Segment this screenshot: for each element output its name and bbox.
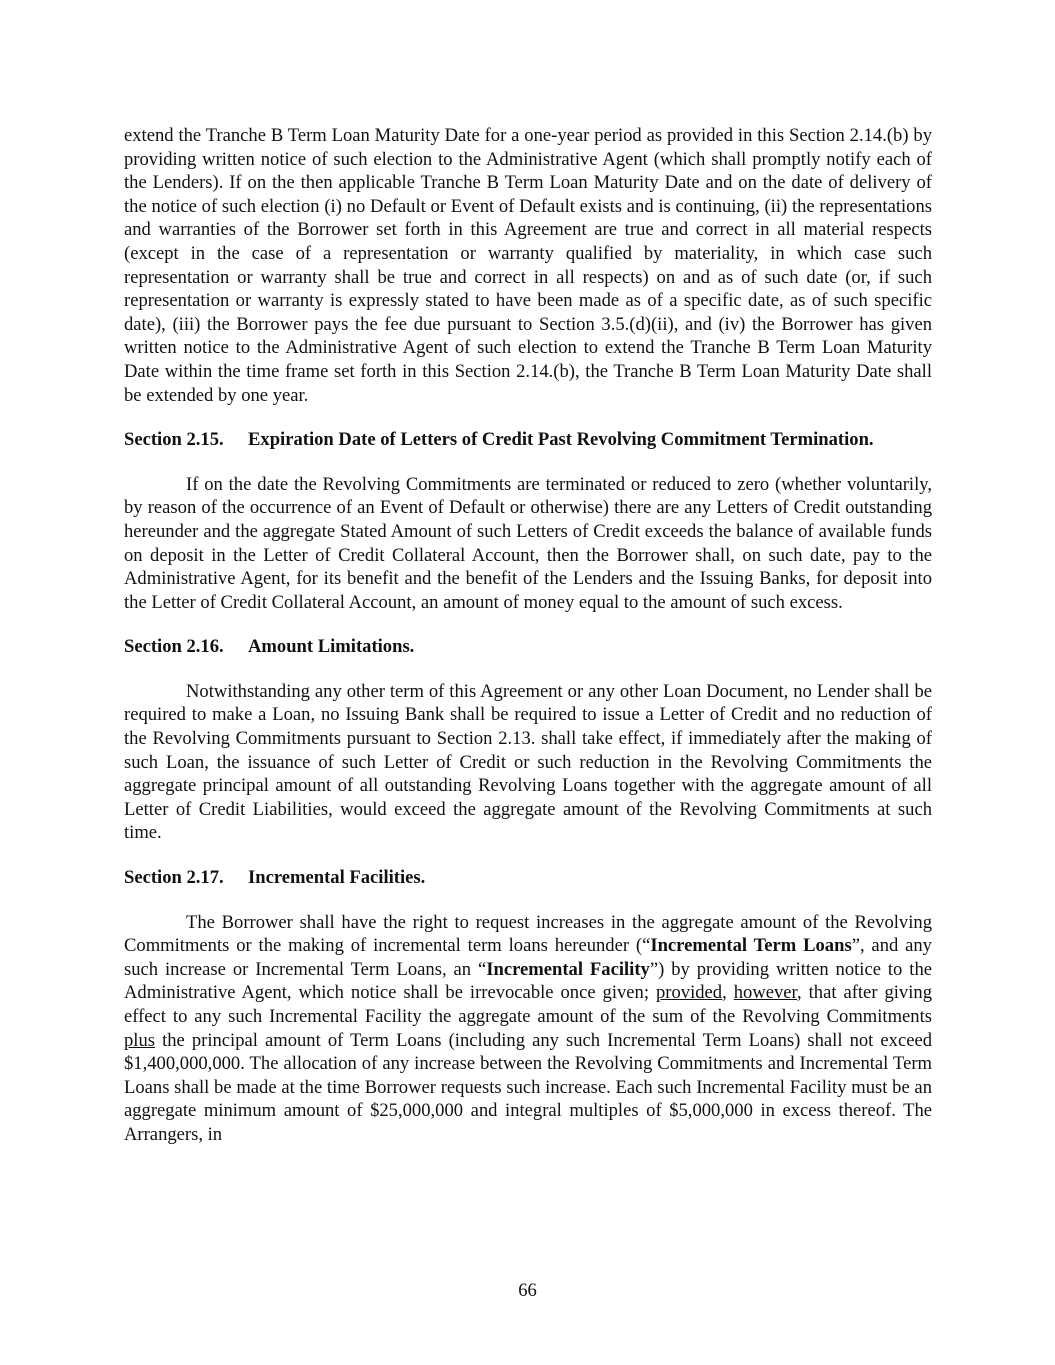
- section-2-17-body: [124, 911, 932, 1147]
- section-2-15-heading: [124, 428, 932, 452]
- defined-term: Incremental Term Loans: [650, 935, 852, 957]
- section-2-17-heading: [124, 866, 932, 890]
- section-number: Section 2.15.: [124, 429, 224, 451]
- defined-term: Incremental Facility: [486, 958, 650, 980]
- section-title: Expiration Date of Letters of Credit Past Revolving Commitment Termination.: [248, 429, 874, 451]
- body-text: ,: [722, 982, 734, 1004]
- underlined-term: however: [733, 982, 797, 1004]
- body-text: ”) by providing written notice to the Administrative Agent, which notice shall be irrevocable once given;: [124, 958, 932, 1004]
- continuation-paragraph: extend the Tranche B Term Loan Maturity Date for a one-year period as provided in this Section 2.14.(b) by providing written notice of such election to the Administrative Agent (which shall promptly notify each of the Lenders). If on the then applicable Tranche B Term Loan Maturity Date and on the date of delivery of the notice of such election (i) no Default or Event of Default exists and is continuing, (ii) the representations and warranties of the Borrower set forth in this Agreement are true and correct in all material respects (except in the case of a representation or warranty qualified by materiality, in which case such representation or warranty shall be true and correct in all respects) on and as of such date (or, if such representation or warranty is expressly stated to have been made as of a specific date, as of such specific date), (iii) the Borrower pays the fee due pursuant to Section 3.5.(d)(ii), and (iv) the Borrower has given written notice to the Administrative Agent of such election to extend the Tranche B Term Loan Maturity Date within the time frame set forth in this Section 2.14.(b), the Tranche B Term Loan Maturity Date shall be extended by one year.: [124, 125, 932, 406]
- section-number: Section 2.17.: [124, 867, 224, 889]
- section-2-16-body: Notwithstanding any other term of this Agreement or any other Loan Document, no Lender shall be required to make a Loan, no Issuing Bank shall be required to issue a Letter of Credit and no reduction of the Revolving Commitments pursuant to Section 2.13. shall take effect, if immediately after the making of such Loan, the issuance of such Letter of Credit or such reduction in the Revolving Commitments the aggregate principal amount of all outstanding Revolving Loans together with the aggregate amount of all Letter of Credit Liabilities, would exceed the aggregate amount of the Revolving Commitments at such time.: [124, 680, 932, 844]
- body-text: the principal amount of Term Loans (including any such Incremental Term Loans) shall not exceed $1,400,000,000. The allocation of any increase between the Revolving Commitments and Incremental Term Loans shall be made at the time Borrower requests such increase. Each such Incremental Facility must be an aggregate minimum amount of $25,000,000 and integral multiples of $5,000,000 in excess thereof. The Arrangers, in: [124, 1029, 932, 1145]
- underlined-term: plus: [124, 1029, 155, 1051]
- body-text: ”, and any such increase or Incremental Term Loans, an “: [124, 935, 932, 980]
- body-text: , that after giving effect to any such Incremental Facility the aggregate amount of the sum of the Revolving Commitments: [124, 982, 932, 1027]
- section-title: Amount Limitations.: [248, 636, 415, 658]
- page-number: 66: [518, 1280, 537, 1301]
- section-number: Section 2.16.: [124, 636, 224, 658]
- body-text: The Borrower shall have the right to request increases in the aggregate amount of the Revolving Commitments or the making of incremental term loans hereunder (“: [124, 911, 932, 957]
- underlined-term: provided: [656, 982, 723, 1004]
- section-2-16-heading: [124, 635, 932, 659]
- document-page: [124, 124, 932, 1147]
- section-title: Incremental Facilities.: [248, 867, 426, 889]
- section-2-15-body: If on the date the Revolving Commitments are terminated or reduced to zero (whether voluntarily, by reason of the occurrence of an Event of Default or otherwise) there are any Letters of Credit outstanding hereunder and the aggregate Stated Amount of such Letters of Credit exceeds the balance of available funds on deposit in the Letter of Credit Collateral Account, then the Borrower shall, on such date, pay to the Administrative Agent, for its benefit and the benefit of the Lenders and the Issuing Banks, for deposit into the Letter of Credit Collateral Account, an amount of money equal to the amount of such excess.: [124, 473, 932, 613]
